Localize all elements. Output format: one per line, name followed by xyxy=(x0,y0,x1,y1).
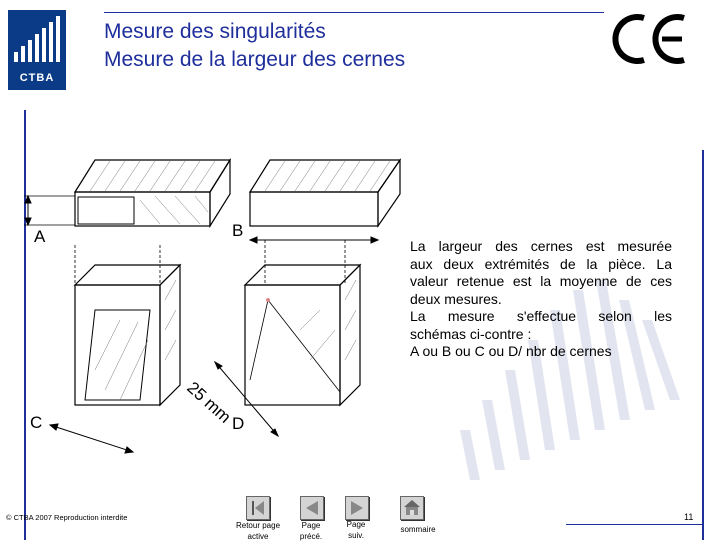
block-c xyxy=(75,245,180,405)
first-page-label: Retour page active xyxy=(235,521,281,541)
label-c: C xyxy=(30,413,43,432)
prev-page-button[interactable] xyxy=(300,496,324,520)
description-text xyxy=(410,238,672,361)
next-page-label: Page suiv. xyxy=(346,520,366,540)
home-icon xyxy=(401,497,423,519)
footer-rule xyxy=(566,524,702,525)
copyright: © CTBA 2007 Reproduction interdite xyxy=(6,513,128,522)
description-line: deux mesures. xyxy=(410,290,502,307)
block-a xyxy=(75,160,230,226)
prev-page-icon xyxy=(301,497,323,519)
description-line: La largeur des cernes est mesurée xyxy=(410,238,672,254)
description-line: La mesure s'effectue selon les xyxy=(410,308,672,324)
measure-arrow-c xyxy=(50,424,133,453)
description-line: A ou B ou C ou D/ nbr de cernes xyxy=(410,343,612,359)
measure-arrow-d xyxy=(215,362,278,436)
block-b xyxy=(250,160,400,226)
measure-arrow-a xyxy=(24,196,75,225)
block-d xyxy=(245,240,360,405)
description-line: valeur retenue est la moyenne de ces xyxy=(410,273,672,289)
next-page-button[interactable] xyxy=(345,496,369,520)
description-line: schémas ci-contre : xyxy=(410,325,532,342)
label-25mm: 25 mm xyxy=(183,378,235,427)
first-page-icon xyxy=(247,497,269,519)
home-label: sommaire xyxy=(400,525,436,534)
first-page-button[interactable] xyxy=(246,496,270,520)
description-line: aux deux extrémités de la pièce. La xyxy=(410,255,672,272)
label-b: B xyxy=(232,221,244,240)
prev-page-label: Page précé. xyxy=(299,521,323,541)
measure-arrow-b xyxy=(250,237,378,243)
next-page-icon xyxy=(346,497,368,519)
label-a: A xyxy=(34,227,46,246)
page-number: 11 xyxy=(684,512,694,522)
logo-text: CTBA xyxy=(19,72,55,84)
page-title: Mesure des singularités xyxy=(104,20,326,43)
label-d: D xyxy=(232,414,245,433)
home-button[interactable] xyxy=(400,496,424,520)
page-subtitle: Mesure de la largeur des cernes xyxy=(104,48,406,71)
